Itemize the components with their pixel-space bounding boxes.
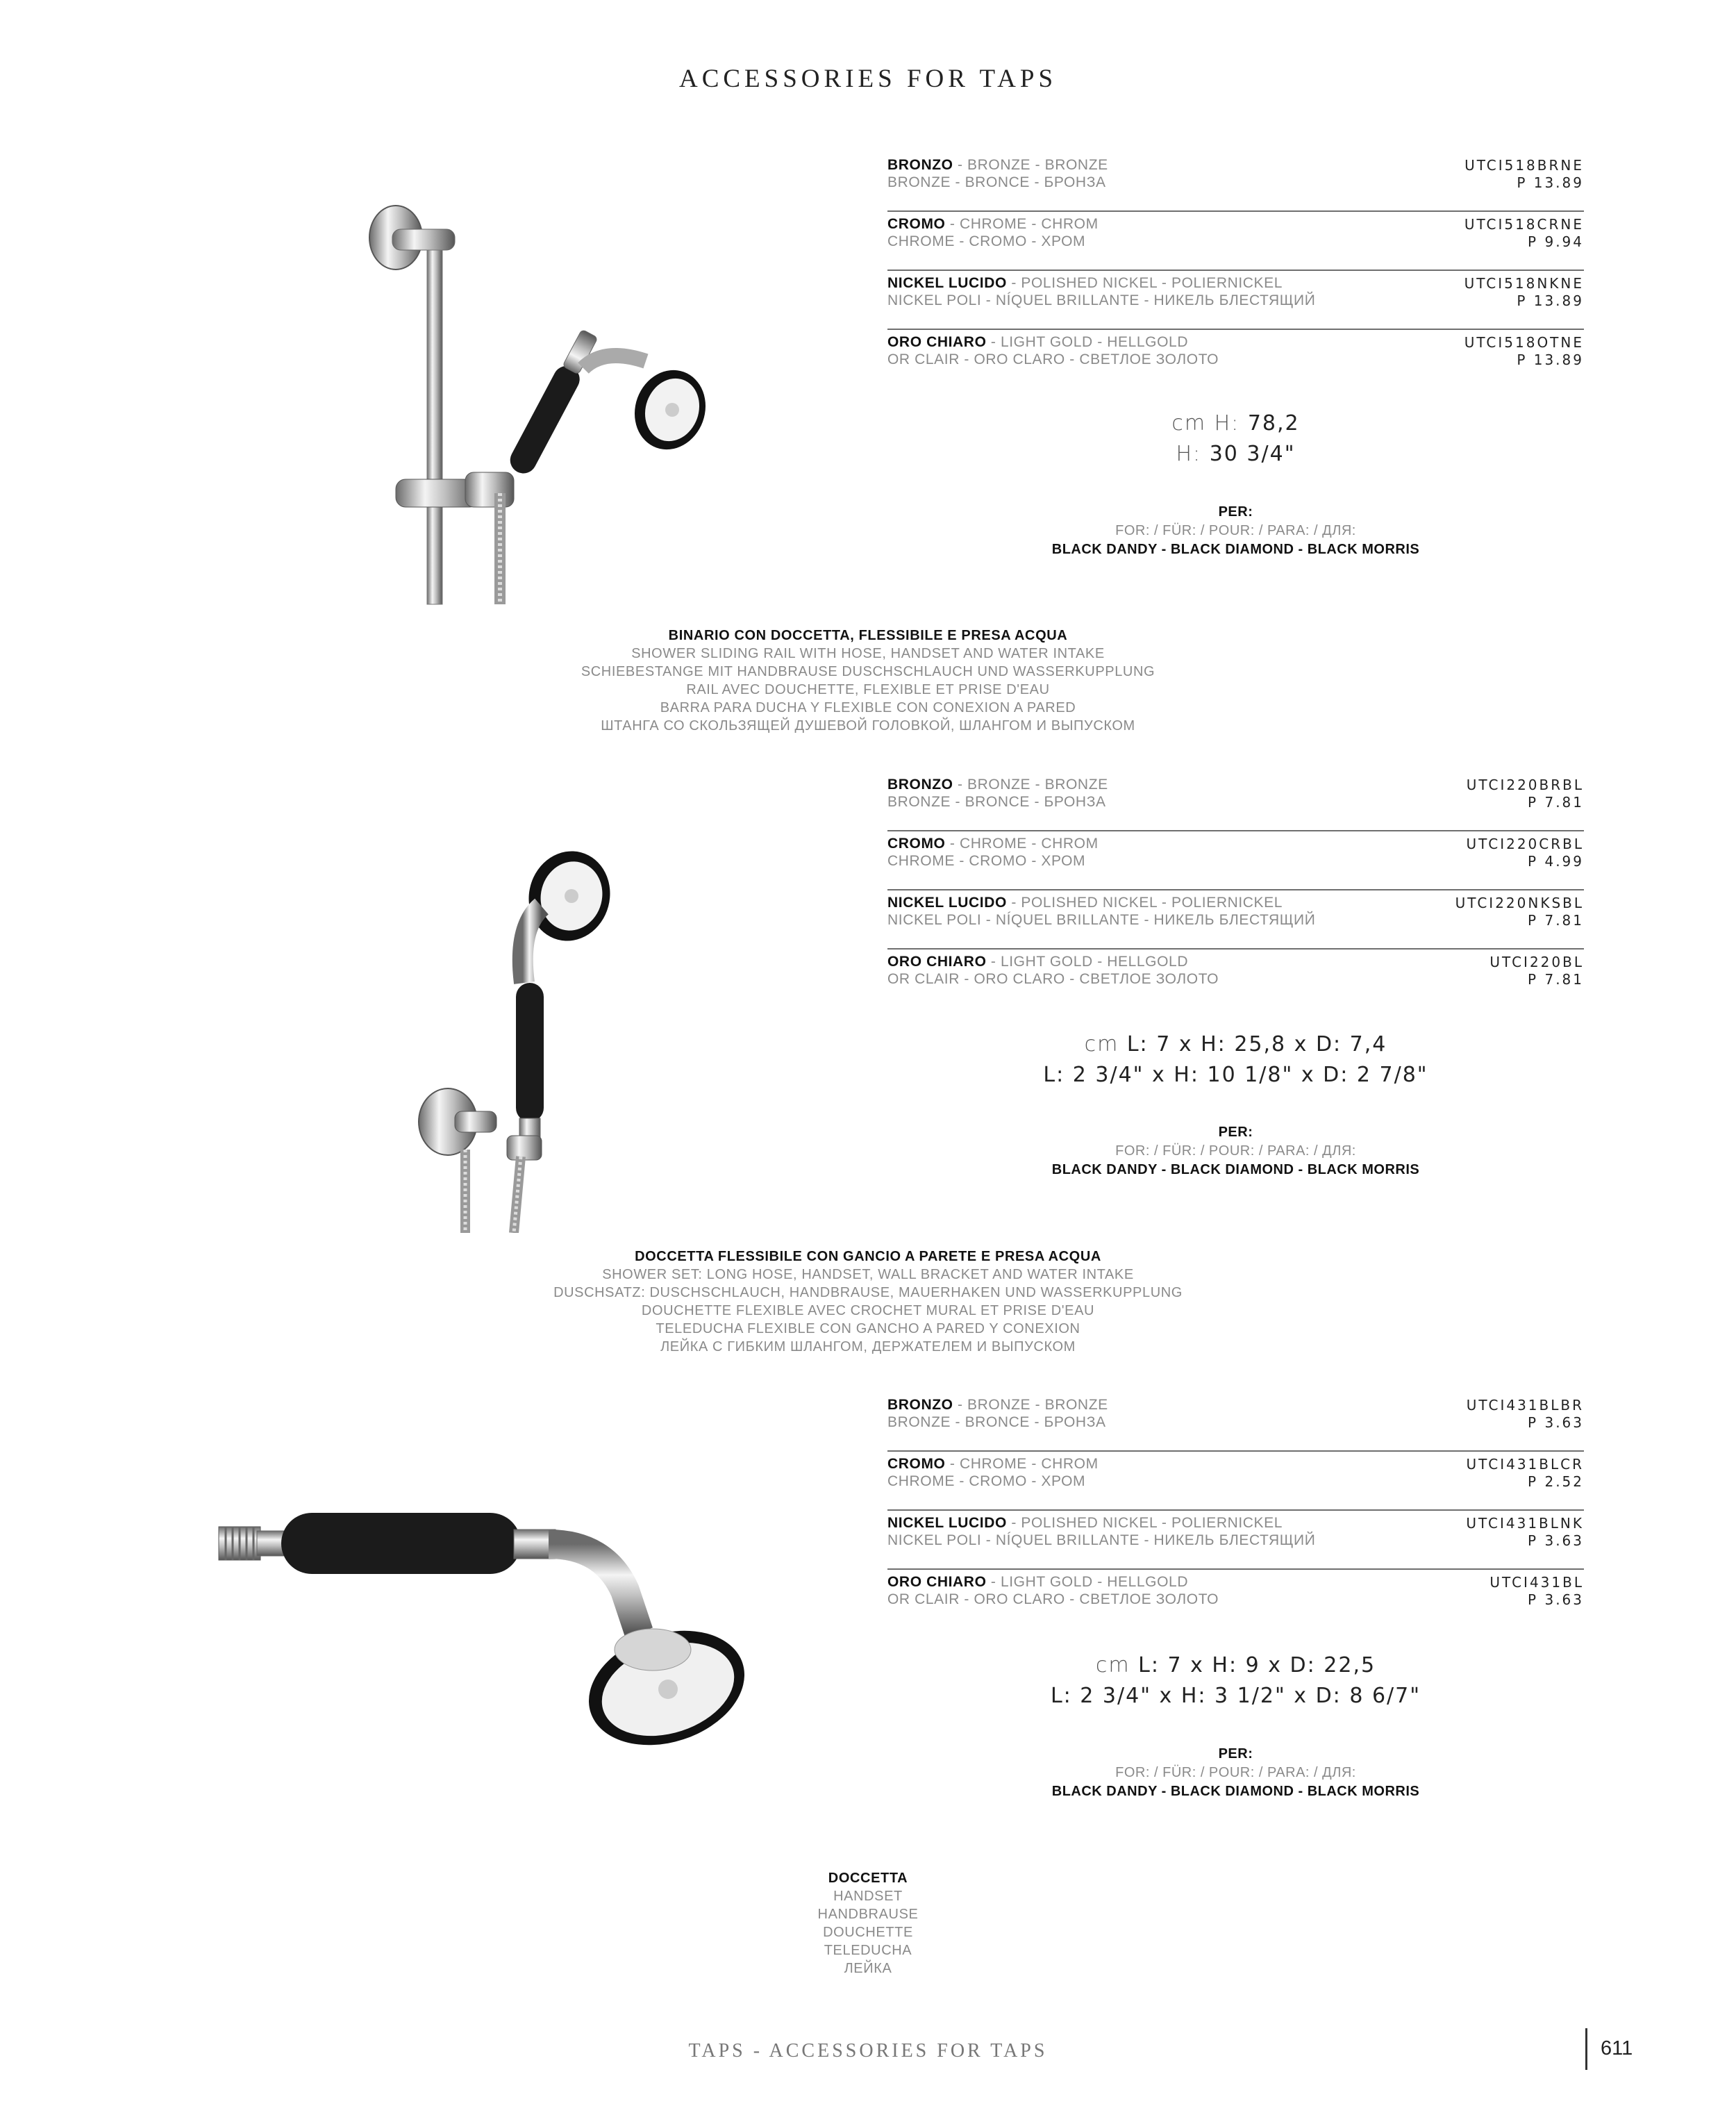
finish-name: ORO CHIARO <box>887 954 987 970</box>
finish-name: CROMO <box>887 216 946 232</box>
description-line: DUSCHSATZ: DUSCHSCHLAUCH, HANDBRAUSE, MAUERHAKEN UND WASSERKUPPLUNG <box>553 1285 1183 1300</box>
per-models: BLACK DANDY - BLACK DIAMOND - BLACK MORRIS <box>1051 542 1420 557</box>
product-description <box>0 1247 1736 1356</box>
shower-set-image <box>403 844 625 1233</box>
finish-name: ORO CHIARO <box>887 1574 987 1590</box>
per-languages: FOR: / FÜR: / POUR: / PARA: / ДЛЯ: <box>1115 1765 1356 1780</box>
finish-translations-2: BRONZE - BRONCE - БРОНЗА <box>887 794 1106 810</box>
product-code: UTCI220CRBL <box>1466 836 1584 852</box>
description-line: BARRA PARA DUCHA Y FLEXIBLE CON CONEXION A PARED <box>660 700 1076 715</box>
finish-translations: - LIGHT GOLD - HELLGOLD <box>986 954 1189 970</box>
finish-translations-2: NICKEL POLI - NÍQUEL BRILLANTE - НИКЕЛЬ БЛЕСТЯЩИЙ <box>887 912 1316 928</box>
finish-translations: - LIGHT GOLD - HELLGOLD <box>986 334 1189 350</box>
finish-name: NICKEL LUCIDO <box>887 895 1007 911</box>
description-line: ЛЕЙКА С ГИБКИМ ШЛАНГОМ, ДЕРЖАТЕЛЕМ И ВЫПУСКОМ <box>660 1339 1076 1354</box>
product-code: UTCI518CRNE <box>1464 216 1584 233</box>
description-line: ЛЕЙКА <box>844 1961 892 1976</box>
product-code: UTCI518OTNE <box>1464 334 1584 351</box>
variant-row <box>887 772 1584 831</box>
description-line: TELEDUCHA FLEXIBLE CON GANCHO A PARED Y CONEXION <box>656 1321 1080 1336</box>
finish-translations-2: CHROME - CROMO - ХРОМ <box>887 233 1086 249</box>
dim-value: 30 3/4" <box>1209 442 1296 466</box>
dim-label: H: <box>1214 411 1240 436</box>
product-code: UTCI518BRNE <box>1464 157 1584 174</box>
product-price: P 7.81 <box>1528 971 1584 988</box>
product-price: P 13.89 <box>1517 174 1584 191</box>
dim-unit: cm <box>1084 1032 1119 1056</box>
finish-translations-2: BRONZE - BRONCE - БРОНЗА <box>887 1414 1106 1430</box>
description-line: SHOWER SLIDING RAIL WITH HOSE, HANDSET AND WATER INTAKE <box>631 646 1105 661</box>
dim-value: L: 2 3/4" x H: 10 1/8" x D: 2 7/8" <box>1043 1063 1428 1087</box>
page-title: ACCESSORIES FOR TAPS <box>678 65 1058 93</box>
variant-row <box>887 1393 1584 1452</box>
variant-row <box>887 1452 1584 1511</box>
variant-row <box>887 831 1584 890</box>
variant-row <box>887 271 1584 330</box>
dimensions <box>887 1650 1584 1711</box>
finish-name: BRONZO <box>887 157 953 173</box>
variant-list <box>887 1393 1584 1629</box>
per-languages: FOR: / FÜR: / POUR: / PARA: / ДЛЯ: <box>1115 1143 1356 1159</box>
product-price: P 13.89 <box>1517 351 1584 368</box>
finish-name: ORO CHIARO <box>887 334 987 350</box>
finish-translations-2: BRONZE - BRONCE - БРОНЗА <box>887 174 1106 190</box>
shower-rail-image <box>354 201 715 611</box>
product-price: P 7.81 <box>1528 794 1584 811</box>
product-price: P 7.81 <box>1528 912 1584 929</box>
page-number: 611 <box>1601 2037 1633 2059</box>
finish-translations: - CHROME - CHROM <box>945 216 1099 232</box>
product-price: P 3.63 <box>1528 1532 1584 1549</box>
finish-translations: - LIGHT GOLD - HELLGOLD <box>986 1574 1189 1590</box>
product-code: UTCI431BLNK <box>1466 1515 1584 1532</box>
per-languages: FOR: / FÜR: / POUR: / PARA: / ДЛЯ: <box>1115 523 1356 538</box>
finish-translations: - BRONZE - BRONZE <box>953 157 1108 173</box>
finish-translations-2: CHROME - CROMO - ХРОМ <box>887 1473 1086 1489</box>
finish-translations: - POLISHED NICKEL - POLIERNICKEL <box>1006 895 1283 911</box>
variant-list <box>887 772 1584 1009</box>
description-line: HANDBRAUSE <box>817 1907 919 1922</box>
page-footer: TAPS - ACCESSORIES FOR TAPS <box>688 2040 1048 2062</box>
product-code: UTCI220NKSBL <box>1455 895 1584 911</box>
variant-row <box>887 950 1584 1009</box>
product-code: UTCI431BLCR <box>1466 1456 1584 1473</box>
finish-translations: - CHROME - CHROM <box>945 836 1099 852</box>
finish-name: CROMO <box>887 836 946 852</box>
variant-row <box>887 1511 1584 1570</box>
per-title: PER: <box>1218 1746 1253 1762</box>
description-title: DOCCETTA <box>828 1871 908 1886</box>
description-title: DOCCETTA FLESSIBILE CON GANCIO A PARETE E PRESA ACQUA <box>635 1249 1101 1264</box>
per-title: PER: <box>1218 504 1253 520</box>
product-code: UTCI220BRBL <box>1466 777 1584 793</box>
finish-translations-2: CHROME - CROMO - ХРОМ <box>887 853 1086 869</box>
description-line: DOUCHETTE <box>823 1925 913 1940</box>
finish-translations-2: OR CLAIR - ORO CLARO - СВЕТЛОЕ ЗОЛОТО <box>887 971 1219 987</box>
product-price: P 3.63 <box>1528 1591 1584 1608</box>
description-line: HANDSET <box>833 1889 903 1904</box>
finish-translations-2: NICKEL POLI - NÍQUEL BRILLANTE - НИКЕЛЬ БЛЕСТЯЩИЙ <box>887 292 1316 308</box>
product-code: UTCI220BL <box>1489 954 1584 970</box>
per-title: PER: <box>1218 1125 1253 1140</box>
dim-value: 78,2 <box>1247 411 1300 436</box>
product-price: P 9.94 <box>1528 233 1584 250</box>
product-price: P 4.99 <box>1528 853 1584 870</box>
finish-name: BRONZO <box>887 777 953 793</box>
description-line: ШТАНГА СО СКОЛЬЗЯЩЕЙ ДУШЕВОЙ ГОЛОВКОЙ, ШЛАНГОМ И ВЫПУСКОМ <box>601 718 1135 733</box>
product-price: P 2.52 <box>1528 1473 1584 1490</box>
finish-translations: - BRONZE - BRONZE <box>953 777 1108 793</box>
variant-row <box>887 153 1584 212</box>
finish-translations-2: NICKEL POLI - NÍQUEL BRILLANTE - НИКЕЛЬ БЛЕСТЯЩИЙ <box>887 1532 1316 1548</box>
dim-unit: cm <box>1171 411 1207 436</box>
product-code: UTCI518NKNE <box>1464 275 1584 292</box>
finish-name: NICKEL LUCIDO <box>887 275 1007 291</box>
dimensions <box>887 408 1584 470</box>
description-line: TELEDUCHA <box>824 1943 912 1958</box>
description-line: RAIL AVEC DOUCHETTE, FLEXIBLE ET PRISE D'EAU <box>686 682 1050 697</box>
finish-translations: - CHROME - CHROM <box>945 1456 1099 1472</box>
dim-value: L: 7 x H: 25,8 x D: 7,4 <box>1126 1032 1387 1056</box>
per-models: BLACK DANDY - BLACK DIAMOND - BLACK MORRIS <box>1051 1784 1420 1799</box>
variant-row <box>887 1570 1584 1629</box>
finish-name: BRONZO <box>887 1397 953 1413</box>
variant-row <box>887 212 1584 271</box>
per-models: BLACK DANDY - BLACK DIAMOND - BLACK MORRIS <box>1051 1162 1420 1177</box>
description-line: SHOWER SET: LONG HOSE, HANDSET, WALL BRACKET AND WATER INTAKE <box>602 1267 1134 1282</box>
compatibility <box>887 1123 1584 1179</box>
variant-row <box>887 890 1584 950</box>
handset-image <box>215 1486 792 1750</box>
dim-value: L: 7 x H: 9 x D: 22,5 <box>1138 1653 1376 1677</box>
product-price: P 3.63 <box>1528 1414 1584 1431</box>
compatibility <box>887 1745 1584 1801</box>
description-line: DOUCHETTE FLEXIBLE AVEC CROCHET MURAL ET PRISE D'EAU <box>641 1303 1095 1318</box>
description-title: BINARIO CON DOCCETTA, FLESSIBILE E PRESA ACQUA <box>668 628 1068 643</box>
variant-list <box>887 153 1584 389</box>
dim-value: L: 2 3/4" x H: 3 1/2" x D: 8 6/7" <box>1050 1684 1421 1708</box>
finish-name: NICKEL LUCIDO <box>887 1515 1007 1531</box>
compatibility <box>887 503 1584 559</box>
variant-row <box>887 330 1584 389</box>
product-code: UTCI431BL <box>1489 1574 1584 1591</box>
dimensions <box>887 1029 1584 1091</box>
finish-name: CROMO <box>887 1456 946 1472</box>
product-code: UTCI431BLBR <box>1466 1397 1584 1414</box>
dim-label: H: <box>1176 442 1202 466</box>
finish-translations-2: OR CLAIR - ORO CLARO - СВЕТЛОЕ ЗОЛОТО <box>887 1591 1219 1607</box>
finish-translations: - POLISHED NICKEL - POLIERNICKEL <box>1006 1515 1283 1531</box>
dim-unit: cm <box>1095 1653 1130 1677</box>
footer-divider <box>1585 2028 1587 2070</box>
finish-translations: - POLISHED NICKEL - POLIERNICKEL <box>1006 275 1283 291</box>
product-description <box>0 627 1736 735</box>
description-line: SCHIEBESTANGE MIT HANDBRAUSE DUSCHSCHLAUCH UND WASSERKUPPLUNG <box>581 664 1155 679</box>
product-price: P 13.89 <box>1517 292 1584 309</box>
product-description <box>0 1869 1736 1978</box>
finish-translations: - BRONZE - BRONZE <box>953 1397 1108 1413</box>
finish-translations-2: OR CLAIR - ORO CLARO - СВЕТЛОЕ ЗОЛОТО <box>887 351 1219 367</box>
